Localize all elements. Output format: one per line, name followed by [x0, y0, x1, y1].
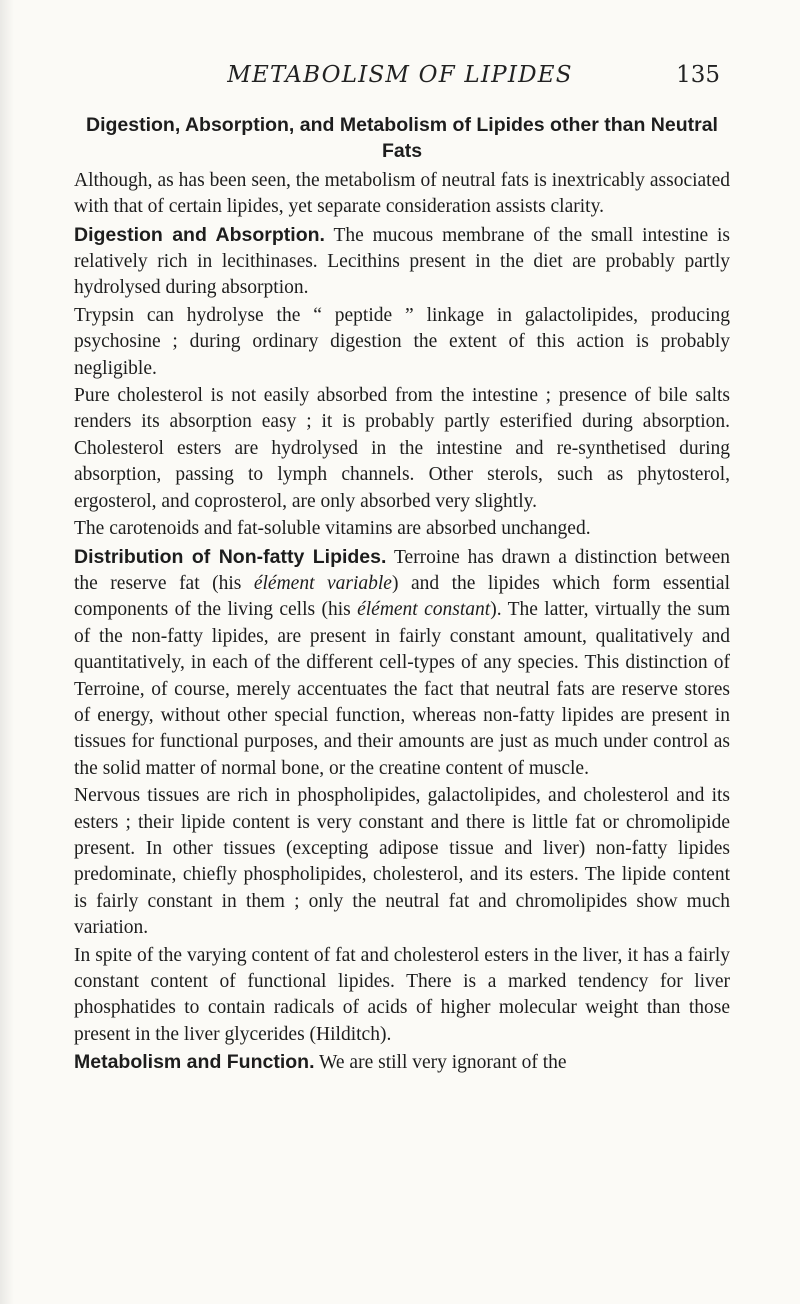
paragraph-digestion-absorption — [74, 222, 730, 302]
paragraph-trypsin: Trypsin can hydrolyse the “ peptide ” linkage in galactolipides, producing psychosine ; during ordinary digestion the extent of this action is probably negligible. — [74, 304, 730, 379]
paragraph-nervous-tissues: Nervous tissues are rich in phospholipides, galactolipides, and cholesterol and its esters ; their lipide content is very constant and there is little fat or chromolipide present. In other tissues (excepting adipose tissue and liver) non-fatty lipides predominate, chiefly phospholipides, cholesterol, and its esters. The lipide content is fairly constant in them ; only the neutral fat and chromolipides show much variation. — [74, 785, 730, 939]
intro-paragraph: Although, as has been seen, the metabolism of neutral fats is inextricably associated with that of certain lipides, yet separate consideration assists clarity. — [74, 169, 730, 218]
italic-term: élément variable — [253, 572, 392, 594]
paragraph-text: We are still very ignorant of the — [319, 1052, 567, 1074]
page-number: 135 — [676, 62, 720, 88]
paragraph-metabolism-function — [74, 1049, 730, 1076]
paragraph-cholesterol: Pure cholesterol is not easily absorbed from the intestine ; presence of bile salts renders its absorption easy ; it is probably partly esterified during absorption. Cholesterol esters are hydrolysed in the intestine and re-synthetised during absorption, passing to lymph channels. Other sterols, such as phytosterol, ergosterol, and coprosterol, are only absorbed very slightly. — [74, 385, 730, 512]
run-in-heading: Metabolism and Function. — [74, 1051, 315, 1074]
paragraph-text: ). The latter, virtually the sum of the non-fatty lipides, are present in fairly constant amount, qualitatively and quantitatively, in each of the different cell-types of any species. This distinction of Terroine, of course, merely accentuates the fact that neutral fats are reserve stores of energy, without other special function, whereas non-fatty lipides are present in tissues for functional purposes, and their amounts are just as much under control as the solid matter of normal bone, or the creatine content of muscle. — [74, 599, 730, 779]
paragraph-text: Terroine has drawn a distinction between the reserve fat (his — [74, 546, 730, 594]
italic-term: élément constant — [357, 599, 491, 621]
run-in-heading: Digestion and Absorption. — [74, 223, 325, 246]
section-heading: Digestion, Absorption, and Metabolism of Lipides other than Neutral Fats — [86, 114, 718, 163]
paragraph-text: The mucous membrane of the small intestine is relatively rich in lecithinases. Lecithins present in the diet are probably partly hydrolysed during absorption. — [74, 224, 730, 299]
running-head-title: METABOLISM OF LIPIDES — [227, 62, 573, 88]
run-in-heading: Distribution of Non-fatty Lipides. — [74, 545, 387, 568]
body-text — [74, 112, 730, 1078]
paragraph-distribution — [74, 544, 730, 783]
running-head — [80, 62, 720, 96]
page-edge-shadow — [0, 0, 14, 1304]
paragraph-carotenoids: The carotenoids and fat-soluble vitamins are absorbed unchanged. — [74, 518, 591, 540]
paragraph-liver: In spite of the varying content of fat and cholesterol esters in the liver, it has a fairly constant content of functional lipides. There is a marked tendency for liver phosphatides to contain radicals of acids of higher molecular weight than those present in the liver glycerides (Hilditch). — [74, 944, 730, 1045]
paragraph-text: ) and the lipides which form essential components of the living cells (his — [74, 572, 731, 621]
